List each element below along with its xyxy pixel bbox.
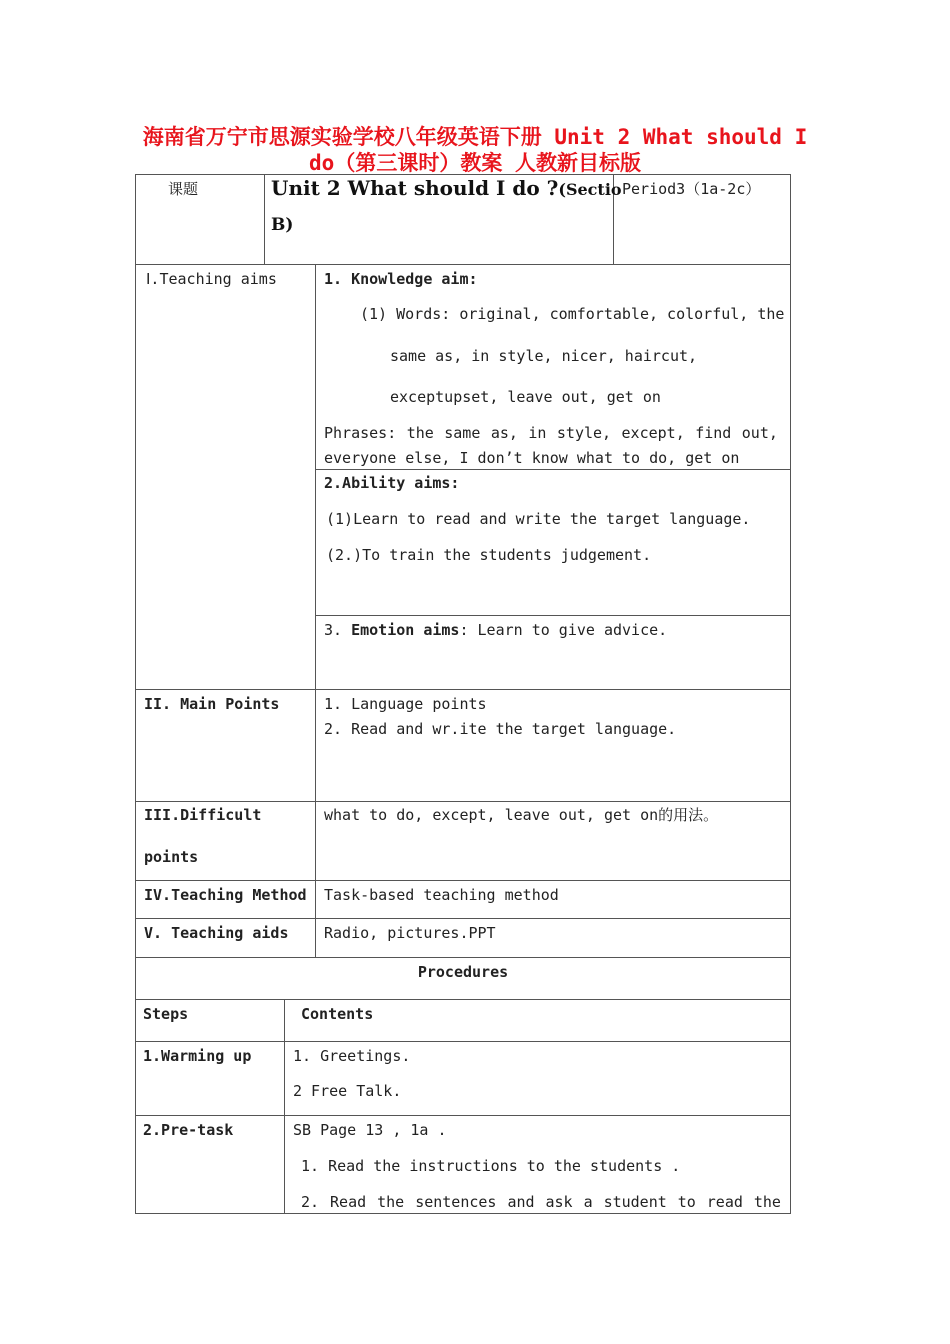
pretask-word: the xyxy=(753,1193,781,1211)
difficult-label-2: points xyxy=(144,848,199,866)
contents-header: Contents xyxy=(301,1005,374,1023)
main-point-1: 1. Language points xyxy=(324,695,487,713)
phrases-word: style, xyxy=(556,424,612,442)
pretask-label: 2.Pre-task xyxy=(143,1121,234,1139)
phrases-word: Phrases: xyxy=(324,424,397,442)
difficult-label-1: III.Difficult xyxy=(144,806,262,824)
warming-label: 1.Warming up xyxy=(143,1047,252,1065)
phrases-word: out, xyxy=(741,424,778,442)
phrases-word: find xyxy=(695,424,732,442)
phrases-word: in xyxy=(528,424,547,442)
method-text: Task-based teaching method xyxy=(324,886,559,904)
warming-item-1: 1. Greetings. xyxy=(293,1047,411,1065)
phrases-line-1 xyxy=(324,424,778,442)
ability-aim-1: (1)Learn to read and write the target language. xyxy=(326,510,751,528)
words-line-3: exceptupset, leave out, get on xyxy=(390,388,661,406)
main-points-label: II. Main Points xyxy=(144,695,280,713)
words-line-2: same as, in style, nicer, haircut, xyxy=(390,347,698,365)
phrases-word: as, xyxy=(490,424,518,442)
pretask-word: sentences xyxy=(415,1193,497,1211)
phrases-word: except, xyxy=(621,424,685,442)
pretask-word: student xyxy=(603,1193,667,1211)
pretask-word: the xyxy=(377,1193,405,1211)
aims-label-cell xyxy=(135,264,316,690)
pretask-word: ask xyxy=(545,1193,573,1211)
pretask-word: a xyxy=(583,1193,593,1211)
phrases-word: the xyxy=(406,424,434,442)
title-line-2: do（第三课时）教案 人教新目标版 xyxy=(309,151,641,175)
difficult-text: what to do, except, leave out, get on的用法。 xyxy=(324,806,719,824)
unit-title-line2 xyxy=(271,215,293,235)
ability-aims-title: 2.Ability aims: xyxy=(324,474,460,492)
emotion-aims-text: : Learn to give advice. xyxy=(459,621,668,639)
words-line-1: (1) Words: original, comfortable, colorful, the xyxy=(360,305,785,323)
title-line-1: 海南省万宁市思源实验学校八年级英语下册 Unit 2 What should I xyxy=(142,125,808,149)
procedures-heading: Procedures xyxy=(417,963,509,981)
aids-label: V. Teaching aids xyxy=(144,924,289,942)
pretask-word: Read xyxy=(330,1193,367,1211)
header-label: 课题 xyxy=(168,180,199,198)
ability-aim-2: (2.)To train the students judgement. xyxy=(326,546,652,564)
unit-section-letter: B) xyxy=(271,215,294,235)
phrases-word: same xyxy=(444,424,481,442)
pretask-item-3 xyxy=(301,1193,781,1211)
phrases-line-2: everyone else, I don’t know what to do, get on xyxy=(324,449,740,467)
unit-title xyxy=(271,176,622,200)
main-point-2: 2. Read and wr.ite the target language. xyxy=(324,720,677,738)
aids-text: Radio, pictures.PPT xyxy=(324,924,496,942)
emotion-aim xyxy=(324,621,667,639)
pretask-word: to xyxy=(677,1193,696,1211)
pretask-word: 2. xyxy=(301,1193,320,1211)
header-label-cell xyxy=(135,174,265,265)
warming-item-2: 2 Free Talk. xyxy=(293,1082,402,1100)
unit-title-suffix: (Sectio xyxy=(558,180,622,199)
unit-title-main: Unit 2 What should I do ? xyxy=(271,176,559,200)
knowledge-aim-title: 1. Knowledge aim: xyxy=(324,270,478,288)
period: Period3（1a-2c） xyxy=(622,180,761,198)
pretask-item-1: SB Page 13 , 1a . xyxy=(293,1121,447,1139)
pretask-item-2: 1. Read the instructions to the students . xyxy=(301,1157,681,1175)
steps-header: Steps xyxy=(143,1005,189,1023)
emotion-number: 3. xyxy=(324,621,352,639)
method-label: IV.Teaching Method xyxy=(144,886,307,904)
emotion-aims-title: Emotion aims xyxy=(351,621,460,639)
aims-label: Ⅰ.Teaching aims xyxy=(146,270,277,288)
document-title xyxy=(135,124,815,176)
pretask-word: and xyxy=(507,1193,535,1211)
pretask-word: read xyxy=(706,1193,743,1211)
